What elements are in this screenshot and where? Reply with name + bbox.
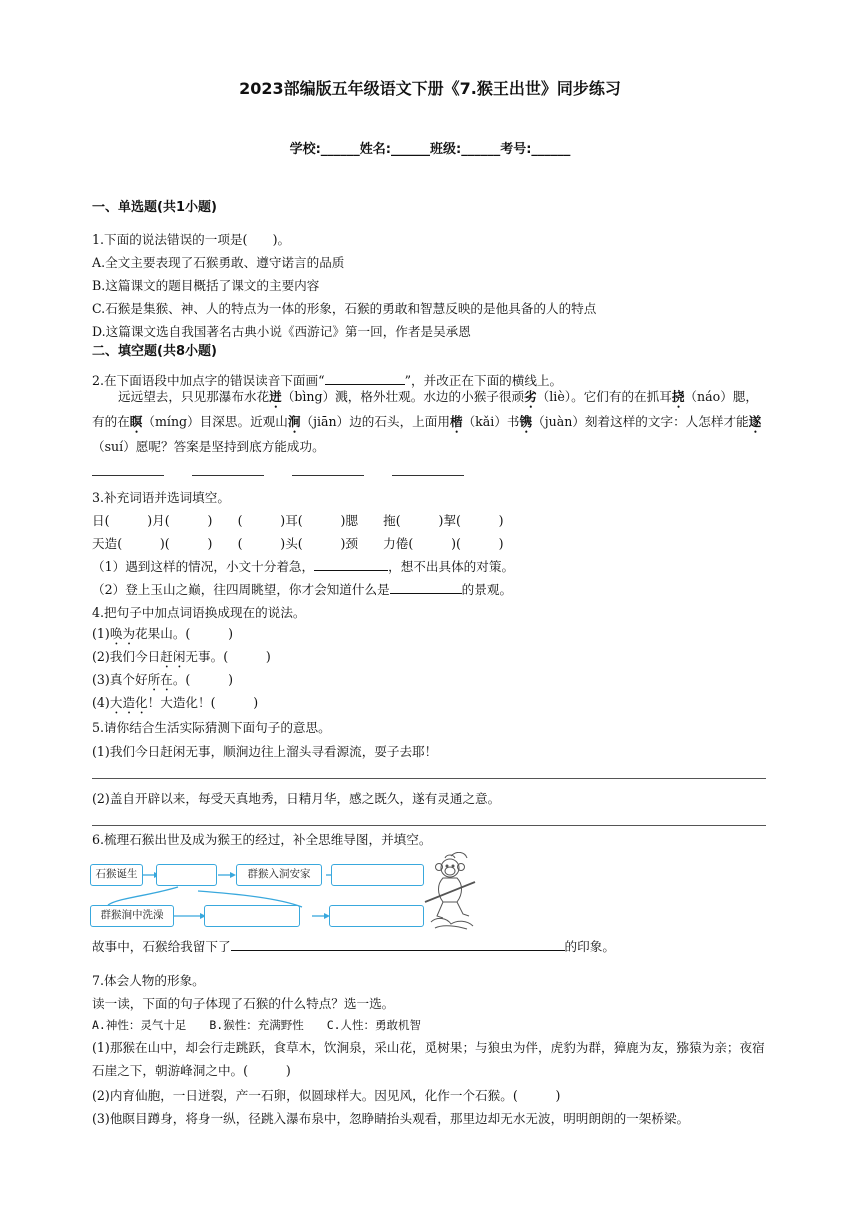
q2-dotted-char: 劣 [524, 389, 537, 404]
q2-passage-text: （liè）。它们有的在抓耳 [536, 389, 672, 404]
q2-dotted-char: 镌 [519, 414, 533, 429]
q2-stem-underline-sample [325, 370, 405, 385]
q2-passage [92, 386, 766, 458]
q3-sentence-2-b: 的景观。 [461, 582, 513, 597]
q3-blank-1[interactable] [314, 556, 388, 571]
q2-passage-text: （suí）愿呢？答案是坚持到底方能成功。 [92, 439, 325, 454]
section-heading-fill-blank: 二、填空题(共8小题) [92, 344, 217, 359]
q5-answer-line-1[interactable] [92, 778, 766, 779]
q1-option-b: B.这篇课文的题目概括了课文的主要内容 [92, 278, 320, 293]
mind-map-blank-box-3[interactable] [204, 905, 300, 927]
q2-answer-line-2[interactable] [192, 475, 264, 476]
q2-passage-text: （juàn）刻着这样的文字：人怎样才能 [532, 414, 749, 429]
q4-item-text: (3)真个好 [92, 672, 148, 687]
q4-stem: 4.把句子中加点词语换成现在的说法。 [92, 605, 306, 620]
mind-map-box-monkeys-bathe: 群猴涧中洗澡 [90, 905, 174, 927]
q7-stem: 7.体会人物的形象。 [92, 973, 205, 988]
q3-sentence-1-a: （1）遇到这样的情况，小文十分着急， [92, 559, 315, 574]
q6-sentence-b: 的印象。 [564, 939, 615, 954]
q7-subprompt: 读一读，下面的句子体现了石猴的什么特点？选一选。 [92, 996, 395, 1011]
q6-blank[interactable] [231, 936, 565, 951]
q4-item-text: (4) [92, 695, 110, 710]
q5-stem: 5.请你结合生活实际猜测下面句子的意思。 [92, 720, 331, 735]
q1-option-d: D.这篇课文选自我国著名古典小说《西游记》第一回，作者是吴承恩 [92, 324, 471, 339]
q2-passage-text: （náo）腮，有的在 [92, 389, 758, 429]
q3-sentence-1 [92, 556, 514, 575]
q2-passage-text: （kǎi）书 [462, 414, 520, 429]
q4-dotted-word: 所在 [147, 672, 173, 687]
q4-item-text: (2)我们今日 [92, 649, 161, 664]
q6-stem: 6.梳理石猴出世及成为猴王的经过，补全思维导图，并填空。 [92, 832, 432, 847]
q4-item-text: 无事。( ) [185, 649, 271, 664]
q4-dotted-word: 赶闲 [160, 649, 186, 664]
q6-sentence-a: 故事中，石猴给我留下了 [92, 939, 231, 954]
q7-item-1: (1)那猴在山中，却会行走跳跃，食草木，饮涧泉，采山花，觅树果；与狼虫为伴，虎豹为群，獐鹿为友，猕猿为亲；夜宿石崖之下，朝游峰洞之中。( ) [92, 1040, 765, 1078]
q1-stem: 1.下面的说法错误的一项是( )。 [92, 232, 291, 247]
q2-dotted-char: 瞑 [129, 414, 143, 429]
q1-option-c: C.石猴是集猴、神、人的特点为一体的形象，石猴的勇敢和智慧反映的是他具备的人的特点 [92, 301, 597, 316]
q3-sentence-2 [92, 579, 512, 598]
q6-sentence [92, 936, 615, 955]
q2-stem-text-b: ”，并改正在下面的横线上。 [404, 373, 563, 388]
mind-map-blank-box-1[interactable] [156, 864, 217, 886]
q2-dotted-char: 涧 [287, 414, 301, 429]
q7-options: A.神性：灵气十足 B.猴性：充满野性 C.人性：勇敢机智 [92, 1018, 422, 1032]
q2-answer-line-3[interactable] [292, 475, 364, 476]
q2-dotted-char: 迸 [269, 389, 282, 404]
q3-stem: 3.补充词语并选词填空。 [92, 490, 230, 505]
q3-word-row-1: 日( )月( ) ( )耳( )腮 拖( )挈( ) [92, 513, 504, 528]
q4-item-4 [92, 692, 258, 717]
q1-option-a: A.全文主要表现了石猴勇敢、遵守诺言的品质 [92, 255, 345, 270]
mind-map-box-stone-monkey-birth: 石猴诞生 [90, 864, 143, 886]
student-info-line: 学校:______姓名:______班级:______考号:______ [289, 142, 571, 157]
page-title: 2023部编版五年级语文下册《7.猴王出世》同步练习 [239, 79, 621, 98]
q2-answer-line-4[interactable] [392, 475, 464, 476]
monkey-king-illustration [423, 852, 479, 930]
mind-map-blank-box-2[interactable] [331, 864, 424, 886]
q2-dotted-char: 楷 [449, 414, 463, 429]
q2-passage-text: （jiān）边的石头，上面用 [300, 414, 450, 429]
q7-item-2: (2)内育仙胞，一日迸裂，产一石卵，似圆球样大。因见风，化作一个石猴。( ) [92, 1088, 561, 1103]
section-heading-single-choice: 一、单选题(共1小题) [92, 200, 217, 215]
q4-item-text: (1) [92, 626, 110, 641]
q2-passage-text: （míng）目深思。近观山 [142, 414, 288, 429]
q4-item-text: 。( ) [172, 672, 234, 687]
q2-dotted-char: 遂 [748, 414, 762, 429]
q5-item-2: (2)盖自开辟以来，每受天真地秀，日精月华，感之既久，遂有灵通之意。 [92, 791, 501, 806]
q4-item-text: 花果山。( ) [135, 626, 234, 641]
q4-dotted-word: 大造化 [109, 695, 148, 710]
q2-answer-line-1[interactable] [92, 475, 164, 476]
mind-map-box-monkeys-move-in: 群猴入洞安家 [236, 864, 322, 886]
q4-item-1 [92, 623, 233, 648]
q5-item-1: (1)我们今日赶闲无事，顺涧边往上溜头寻看源流，耍子去耶！ [92, 744, 438, 759]
q2-stem-text-a: 2.在下面语段中加点字的错误读音下面画“ [92, 373, 325, 388]
q2-passage-text: （bìng）溅，格外壮观。水边的小猴子很顽 [281, 389, 525, 404]
q2-passage-text: 远远望去，只见那瀑布水花 [118, 389, 270, 404]
q3-blank-2[interactable] [390, 579, 462, 594]
q7-item-3: (3)他瞑目蹲身，将身一纵，径跳入瀑布泉中，忽睁睛抬头观看，那里边却无水无波，明明朗朗的一架桥梁。 [92, 1111, 690, 1126]
q4-item-3 [92, 669, 233, 694]
q4-dotted-word: 唤为 [109, 626, 136, 641]
mind-map-blank-box-4[interactable] [329, 905, 424, 927]
q3-sentence-1-b: ，想不出具体的对策。 [388, 559, 515, 574]
q4-item-2 [92, 646, 271, 671]
q5-answer-line-2[interactable] [92, 825, 766, 826]
q3-word-row-2: 天造( )( ) ( )头( )颈 力倦( )( ) [92, 536, 504, 551]
q4-item-text: ！大造化！( ) [147, 695, 259, 710]
q3-sentence-2-a: （2）登上玉山之巅，往四周眺望，你才会知道什么是 [92, 582, 390, 597]
q2-dotted-char: 挠 [671, 389, 685, 404]
